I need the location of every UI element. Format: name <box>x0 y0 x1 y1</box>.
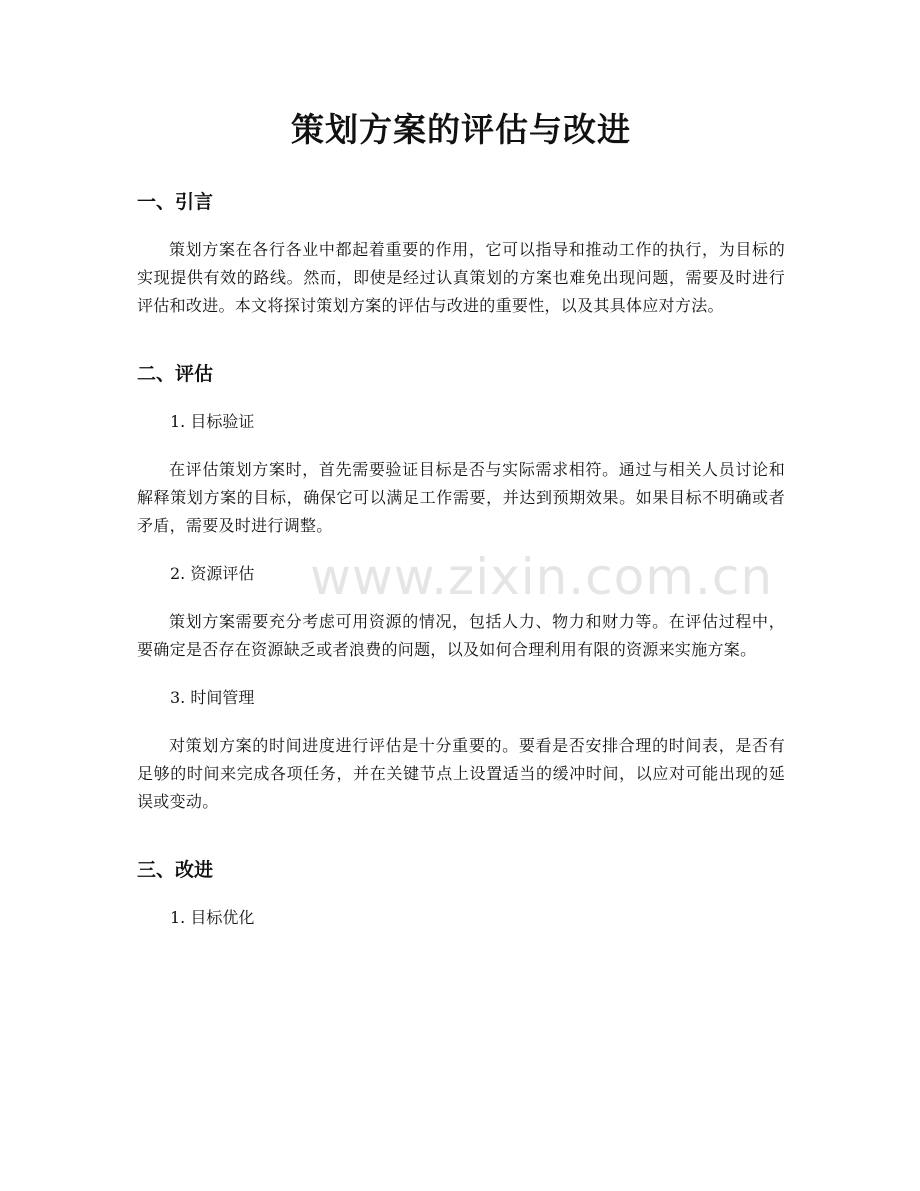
introduction-paragraph: 策划方案在各行各业中都起着重要的作用，它可以指导和推动工作的执行，为目标的实现提供有效的路线。然而，即使是经过认真策划的方案也难免出现问题，需要及时进行评估和改进。本文将探讨策划方案的评估与改进的重要性，以及其具体应对方法。 <box>137 240 785 315</box>
section-heading-introduction: 一、引言 <box>137 191 214 213</box>
subheading-goal-optimization: 1. 目标优化 <box>170 908 255 927</box>
time-management-paragraph: 对策划方案的时间进度进行评估是十分重要的。要看是否安排合理的时间表，是否有足够的时间来完成各项任务，并在关键节点上设置适当的缓冲时间，以应对可能出现的延误或变动。 <box>137 736 785 811</box>
section-heading-evaluation: 二、评估 <box>137 363 214 385</box>
document-title: 策划方案的评估与改进 <box>291 110 631 149</box>
resource-evaluation-paragraph: 策划方案需要充分考虑可用资源的情况，包括人力、物力和财力等。在评估过程中，要确定是否存在资源缺乏或者浪费的问题，以及如何合理利用有限的资源来实施方案。 <box>137 612 785 659</box>
section-heading-improvement: 三、改进 <box>137 859 214 881</box>
watermark: www.zixin.com.cn <box>310 548 774 606</box>
subheading-goal-verification: 1. 目标验证 <box>170 412 255 431</box>
goal-verification-paragraph: 在评估策划方案时，首先需要验证目标是否与实际需求相符。通过与相关人员讨论和解释策划方案的目标，确保它可以满足工作需要，并达到预期效果。如果目标不明确或者矛盾，需要及时进行调整。 <box>137 460 785 535</box>
subheading-resource-evaluation: 2. 资源评估 <box>170 564 255 583</box>
subheading-time-management: 3. 时间管理 <box>170 688 255 707</box>
